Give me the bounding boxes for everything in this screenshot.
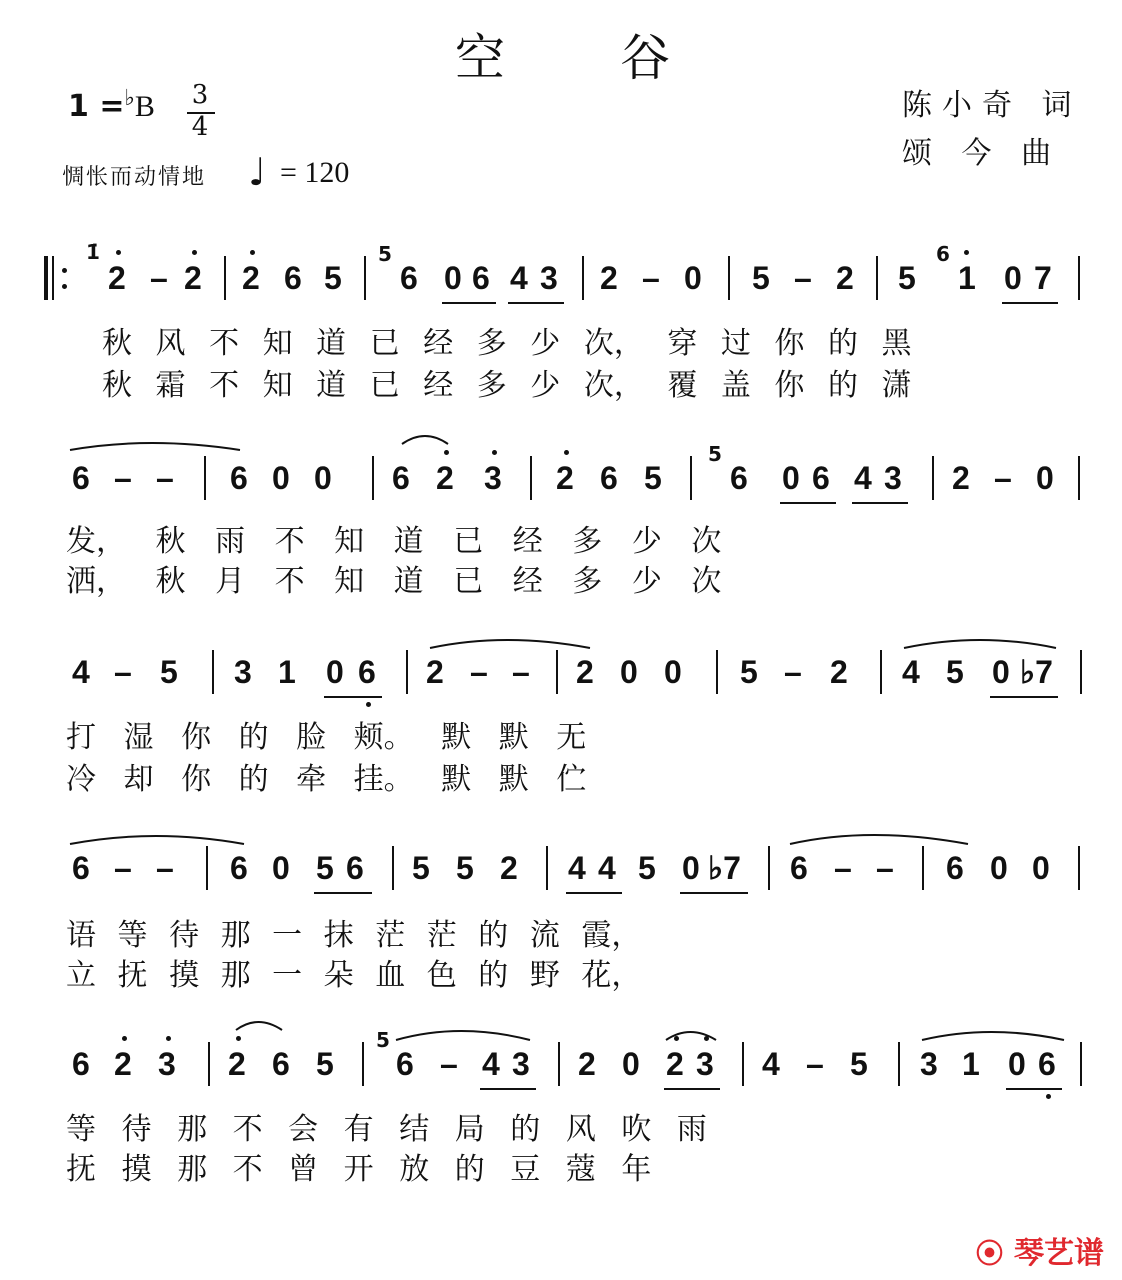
staff-line-3 — [0, 644, 1122, 834]
note: 0 — [990, 850, 1008, 886]
time-sig-bottom: 4 — [191, 112, 209, 142]
note: 2 — [556, 460, 574, 496]
logo-text: 琴艺谱 — [1014, 1236, 1104, 1271]
bar-line — [546, 846, 548, 890]
note: 3 — [158, 1046, 176, 1082]
note: 5 — [644, 460, 662, 496]
bar-line — [716, 650, 718, 694]
bar-line — [932, 456, 934, 500]
staff-line-1 — [0, 240, 1122, 440]
bar-line — [204, 456, 206, 500]
octave-dot — [236, 1036, 241, 1041]
note: 4 — [482, 1046, 500, 1082]
note: – — [470, 654, 488, 690]
eighth-beam — [990, 696, 1058, 698]
note: 6 — [72, 460, 90, 496]
octave-dot — [116, 250, 121, 255]
note: 6 — [600, 460, 618, 496]
staff-line-4 — [0, 840, 1122, 1030]
lyrics-verse-2: 冷 却 你 的 牵 挂。 默 默 伫 — [66, 762, 587, 797]
slur — [904, 640, 1056, 648]
low-octave-dot — [1046, 1094, 1051, 1099]
note: 4 — [72, 654, 90, 690]
note: 5 — [316, 850, 334, 886]
key-note: B — [134, 90, 155, 123]
slur — [430, 640, 590, 648]
bar-line — [530, 456, 532, 500]
note: 0 — [782, 460, 800, 496]
lyrics-verse-1: 秋 风 不 知 道 已 经 多 少 次， 穿 过 你 的 黑 — [102, 326, 912, 361]
note: 3 — [920, 1046, 938, 1082]
note: 4 — [510, 260, 528, 296]
note: 5 — [160, 654, 178, 690]
bar-line — [742, 1042, 744, 1086]
bar-line — [206, 846, 208, 890]
note: 3 — [512, 1046, 530, 1082]
note: 0 — [620, 654, 638, 690]
bar-line — [372, 456, 374, 500]
bar-line — [1078, 256, 1080, 300]
repeat-thick-bar — [44, 256, 48, 300]
note: 2 — [576, 654, 594, 690]
key-signature — [68, 86, 155, 124]
note: 0 — [1032, 850, 1050, 886]
grace-note: 1̇ — [86, 240, 100, 264]
eighth-beam — [442, 302, 496, 304]
note: 6 — [230, 850, 248, 886]
bar-line — [922, 846, 924, 890]
lyrics-verse-2: 立 抚 摸 那 一 朵 血 色 的 野 花， — [66, 958, 642, 993]
note: 2 — [500, 850, 518, 886]
site-logo — [976, 1228, 1104, 1272]
bar-line — [406, 650, 408, 694]
slur — [790, 835, 968, 844]
lyrics-verse-1: 打 湿 你 的 脸 颊。 默 默 无 — [66, 720, 587, 755]
note: – — [642, 260, 660, 296]
bar-line — [212, 650, 214, 694]
slur — [70, 836, 244, 844]
bar-line — [208, 1042, 210, 1086]
note: 5 — [740, 654, 758, 690]
note: 4 — [902, 654, 920, 690]
grace-note: 5 — [708, 442, 722, 466]
note: 2 — [666, 1046, 684, 1082]
octave-dot — [704, 1036, 709, 1041]
bar-line — [1080, 650, 1082, 694]
note: 6 — [392, 460, 410, 496]
octave-dot — [444, 450, 449, 455]
eighth-beam — [1006, 1088, 1062, 1090]
note: 3 — [540, 260, 558, 296]
note: 5 — [412, 850, 430, 886]
bar-line — [1078, 846, 1080, 890]
bar-line — [1078, 456, 1080, 500]
note: 4 — [854, 460, 872, 496]
note: 6 — [400, 260, 418, 296]
lyrics-verse-1: 等 待 那 不 会 有 结 局 的 风 吹 雨 — [66, 1112, 707, 1147]
low-octave-dot — [366, 702, 371, 707]
grace-note: 6 — [936, 242, 950, 266]
note: 6 — [272, 1046, 290, 1082]
note: 5 — [850, 1046, 868, 1082]
note: 0 — [444, 260, 462, 296]
bar-line — [880, 650, 882, 694]
slur — [70, 443, 240, 450]
note: 0 — [682, 850, 700, 886]
note: 0 — [272, 850, 290, 886]
note: 6 — [946, 850, 964, 886]
note: – — [150, 260, 168, 296]
note: 2 — [600, 260, 618, 296]
note: – — [512, 654, 530, 690]
note: – — [114, 850, 132, 886]
expression-text: 惆怅而动情地 — [62, 165, 207, 190]
note: 6 — [346, 850, 364, 886]
eighth-beam — [324, 696, 382, 698]
title-char-2: 谷 — [620, 29, 670, 87]
note: 6 — [72, 1046, 90, 1082]
note: – — [156, 460, 174, 496]
note: 3 — [884, 460, 902, 496]
note: 0 — [272, 460, 290, 496]
eighth-beam — [566, 892, 622, 894]
eighth-beam — [480, 1088, 536, 1090]
bar-line — [768, 846, 770, 890]
time-sig-top: 3 — [191, 80, 209, 110]
bar-line — [876, 256, 878, 300]
lyricist-credit: 陈小奇 词 — [902, 88, 1082, 123]
octave-dot — [122, 1036, 127, 1041]
note: 5 — [324, 260, 342, 296]
grace-note: 5 — [376, 1028, 390, 1052]
note: 2 — [830, 654, 848, 690]
note: 2 — [114, 1046, 132, 1082]
note: 1 — [278, 654, 296, 690]
note: 0 — [1004, 260, 1022, 296]
note: – — [156, 850, 174, 886]
note: – — [806, 1046, 824, 1082]
note: 5 — [898, 260, 916, 296]
note: 5 — [946, 654, 964, 690]
octave-dot — [192, 250, 197, 255]
staff-line-5 — [0, 1028, 1122, 1226]
note: 1 — [958, 260, 976, 296]
note: 2 — [952, 460, 970, 496]
eighth-beam — [680, 892, 748, 894]
note: 6 — [1038, 1046, 1056, 1082]
note: 2 — [242, 260, 260, 296]
note: 2 — [108, 260, 126, 296]
note: 3 — [696, 1046, 714, 1082]
bar-line — [728, 256, 730, 300]
bar-line — [690, 456, 692, 500]
lyrics-verse-2: 洒， 秋 月 不 知 道 已 经 多 少 次 — [66, 564, 722, 599]
note: ♭7 — [708, 850, 741, 886]
slur — [922, 1032, 1064, 1040]
octave-dot — [964, 250, 969, 255]
key-flat: ♭ — [124, 86, 135, 111]
note: – — [114, 460, 132, 496]
note: 2 — [426, 654, 444, 690]
note: 5 — [456, 850, 474, 886]
note: 4 — [762, 1046, 780, 1082]
slur — [396, 1031, 530, 1040]
eighth-beam — [1002, 302, 1058, 304]
eighth-beam — [314, 892, 372, 894]
note: – — [876, 850, 894, 886]
bar-line — [224, 256, 226, 300]
note: 6 — [358, 654, 376, 690]
eighth-beam — [664, 1088, 720, 1090]
note: 4 — [568, 850, 586, 886]
note: 6 — [472, 260, 490, 296]
repeat-dot — [62, 284, 67, 289]
bar-line — [392, 846, 394, 890]
note: ♭7 — [1020, 654, 1053, 690]
note: 6 — [730, 460, 748, 496]
note: 6 — [284, 260, 302, 296]
bar-line — [582, 256, 584, 300]
composer-credit: 颂 今 曲 — [902, 136, 1062, 171]
bar-line — [558, 1042, 560, 1086]
note: 0 — [622, 1046, 640, 1082]
grace-note: 5 — [378, 242, 392, 266]
note: 1 — [962, 1046, 980, 1082]
bar-line — [364, 256, 366, 300]
lyrics-verse-1: 语 等 待 那 一 抹 茫 茫 的 流 霞， — [66, 918, 642, 953]
quarter-note-icon: ♩ — [248, 150, 266, 194]
logo-mark-icon: ⦿ — [975, 1237, 1004, 1270]
repeat-dot — [62, 268, 67, 273]
note: 6 — [72, 850, 90, 886]
note: – — [114, 654, 132, 690]
octave-dot — [564, 450, 569, 455]
note: 0 — [992, 654, 1010, 690]
note: 2 — [836, 260, 854, 296]
note: 5 — [752, 260, 770, 296]
note: 7 — [1034, 260, 1052, 296]
repeat-thin-bar — [52, 256, 54, 300]
note: 3 — [234, 654, 252, 690]
note: 0 — [1008, 1046, 1026, 1082]
lyrics-verse-2: 抚 摸 那 不 曾 开 放 的 豆 蔻 年 — [66, 1152, 652, 1187]
key-prefix: 1 = — [68, 89, 125, 124]
lyrics-verse-2: 秋 霜 不 知 道 已 经 多 少 次， 覆 盖 你 的 潇 — [102, 368, 912, 403]
title-char-1: 空 — [455, 29, 505, 87]
eighth-beam — [852, 502, 908, 504]
note: 6 — [812, 460, 830, 496]
note: 2 — [578, 1046, 596, 1082]
eighth-beam — [508, 302, 564, 304]
octave-dot — [166, 1036, 171, 1041]
bar-line — [1080, 1042, 1082, 1086]
note: – — [440, 1046, 458, 1082]
note: 2 — [228, 1046, 246, 1082]
note: 5 — [316, 1046, 334, 1082]
note: 2 — [184, 260, 202, 296]
note: 6 — [396, 1046, 414, 1082]
octave-dot — [674, 1036, 679, 1041]
staff-line-2 — [0, 442, 1122, 640]
note: 6 — [230, 460, 248, 496]
tempo-value: = 120 — [280, 156, 350, 189]
note: – — [994, 460, 1012, 496]
octave-dot — [250, 250, 255, 255]
octave-dot — [492, 450, 497, 455]
bar-line — [556, 650, 558, 694]
note: 2 — [436, 460, 454, 496]
note: 0 — [684, 260, 702, 296]
note: – — [784, 654, 802, 690]
eighth-beam — [780, 502, 836, 504]
note: 4 — [598, 850, 616, 886]
note: 0 — [314, 460, 332, 496]
note: 6 — [790, 850, 808, 886]
note: 0 — [664, 654, 682, 690]
note: 0 — [1036, 460, 1054, 496]
note: – — [794, 260, 812, 296]
bar-line — [898, 1042, 900, 1086]
bar-line — [362, 1042, 364, 1086]
note: 3 — [484, 460, 502, 496]
note: 5 — [638, 850, 656, 886]
note: – — [834, 850, 852, 886]
lyrics-verse-1: 发， 秋 雨 不 知 道 已 经 多 少 次 — [66, 524, 722, 559]
note: 0 — [326, 654, 344, 690]
